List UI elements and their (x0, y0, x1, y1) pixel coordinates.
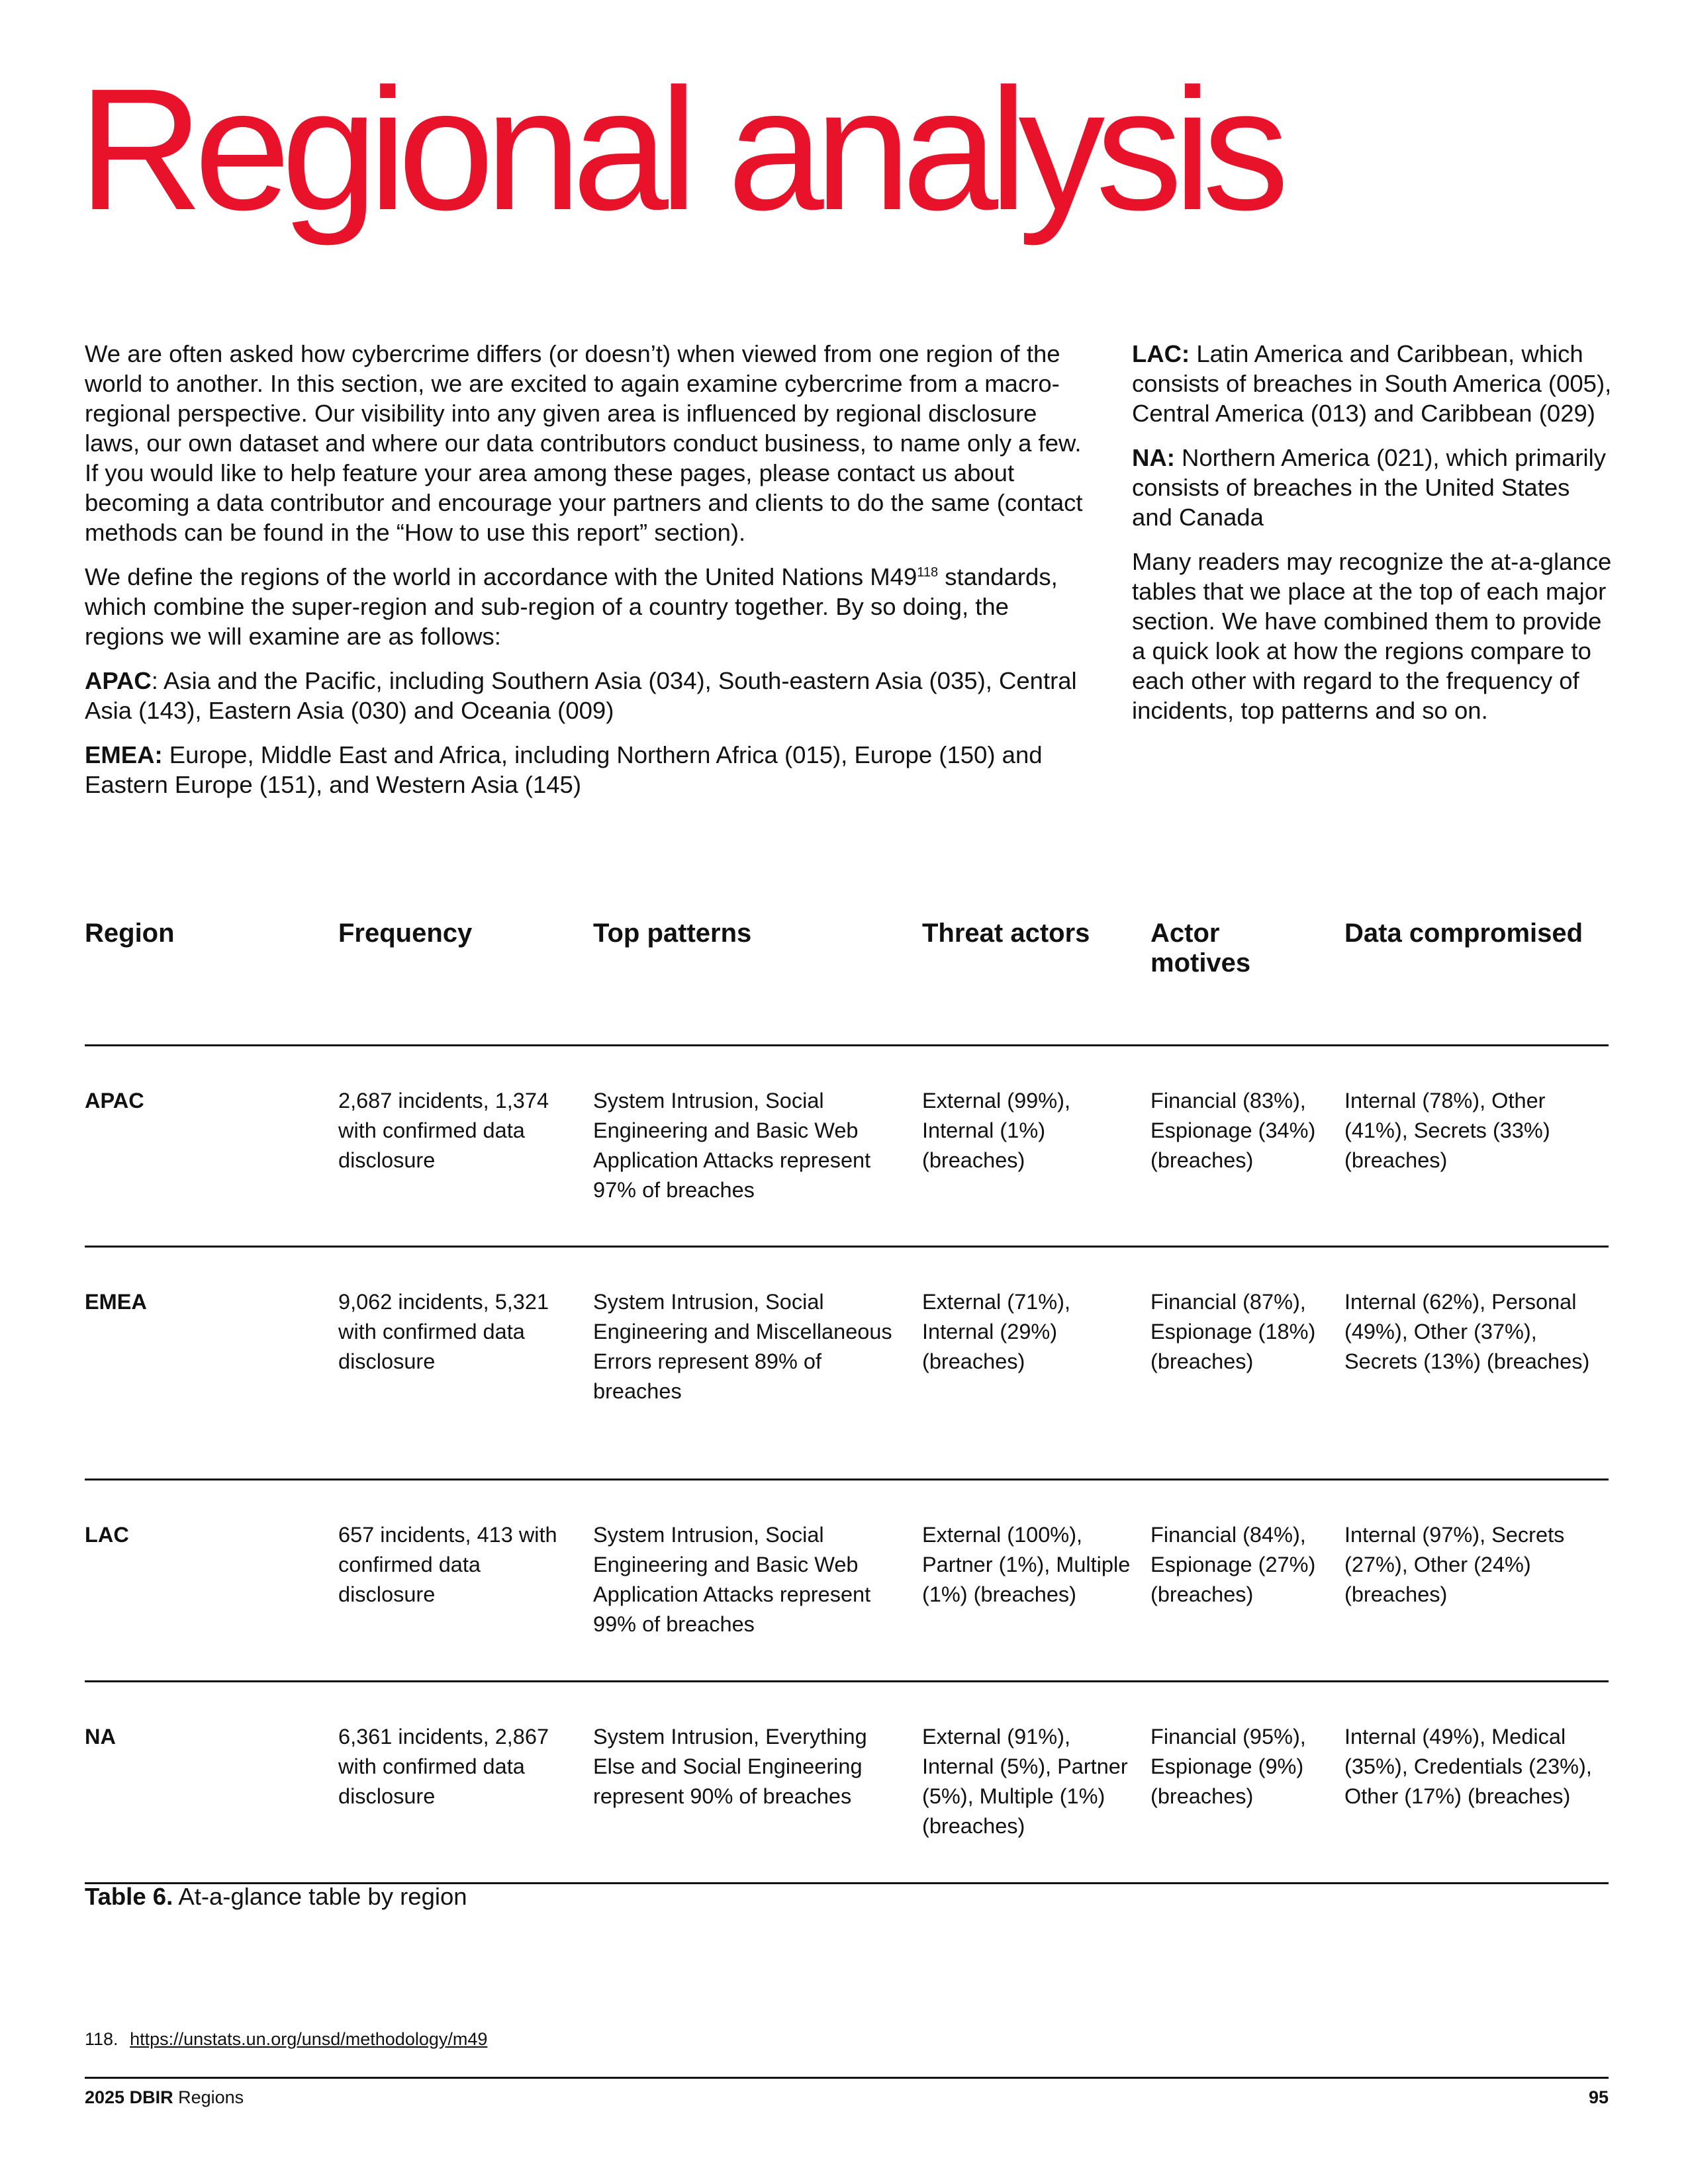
footer-brand: 2025 DBIR (85, 2087, 173, 2107)
table-header (85, 919, 1609, 1046)
cell-frequency: 6,361 incidents, 2,867 with confirmed data disclosure (338, 1725, 549, 1808)
footnote-number: 118. (85, 2029, 118, 2049)
header-data-compromised: Data compromised (1344, 919, 1583, 948)
cell-actor-motives: Financial (95%), Espionage (9%) (breaches) (1150, 1725, 1306, 1808)
cell-frequency: 9,062 incidents, 5,321 with confirmed data disclosure (338, 1290, 549, 1373)
header-threat-actors: Threat actors (922, 919, 1090, 948)
cell-top-patterns: System Intrusion, Social Engineering and Basic Web Application Attacks represent 97% of breaches (593, 1089, 871, 1202)
cell-data-compromised: Internal (49%), Medical (35%), Credentials (23%), Other (17%) (breaches) (1344, 1725, 1592, 1808)
region-text-emea: Europe, Middle East and Africa, including Northern Africa (015), Europe (150) and Eastern Europe (151), and Western Asia (145) (85, 741, 1043, 798)
cell-data-compromised: Internal (62%), Personal (49%), Other (37%), Secrets (13%) (breaches) (1344, 1290, 1590, 1373)
header-region: Region (85, 919, 175, 948)
footer-divider (85, 2077, 1609, 2079)
region-text-na: Northern America (021), which primarily consists of breaches in the United States and Canada (1132, 444, 1606, 531)
footnote (85, 2028, 487, 2050)
cell-region: EMEA (85, 1290, 147, 1314)
cell-region: NA (85, 1725, 116, 1749)
cell-region: LAC (85, 1523, 129, 1547)
intro-right-column (1132, 339, 1615, 740)
region-text-apac: : Asia and the Pacific, including Southern Asia (034), South-eastern Asia (035), Central Asia (143), Eastern Asia (030) and Oceania (009) (85, 667, 1077, 724)
region-term-apac: APAC (85, 667, 152, 694)
table-caption (85, 1882, 467, 1911)
intro-left-column (85, 339, 1091, 814)
cell-region: APAC (85, 1089, 144, 1113)
region-term-lac: LAC: (1132, 340, 1190, 367)
cell-frequency: 2,687 incidents, 1,374 with confirmed data disclosure (338, 1089, 549, 1172)
table-caption-text: At-a-glance table by region (173, 1883, 467, 1910)
cell-top-patterns: System Intrusion, Social Engineering and Miscellaneous Errors represent 89% of breaches (593, 1290, 892, 1403)
table-row (85, 1480, 1609, 1682)
table-caption-label: Table 6. (85, 1883, 173, 1910)
region-def-apac (85, 666, 1091, 725)
intro-paragraph-1: We are often asked how cybercrime differs (or doesn’t) when viewed from one region of the world to another. In this section, we are excited to again examine cybercrime from a macro-regional perspective. Our visibility into any given area is influenced by regional disclosure laws, our own dataset and where our data contributors conduct business, to name only a few. If you would like to help feature your area among these pages, please contact us about becoming a data contributor and encourage your partners and clients to do the same (contact methods can be found in the “How to use this report” section). (85, 340, 1083, 546)
regional-at-a-glance-table (85, 919, 1609, 1884)
header-frequency: Frequency (338, 919, 473, 948)
cell-threat-actors: External (100%), Partner (1%), Multiple (1%) (breaches) (922, 1523, 1131, 1606)
cell-top-patterns: System Intrusion, Social Engineering and Basic Web Application Attacks represent 99% of breaches (593, 1523, 871, 1636)
footnote-link[interactable]: https://unstats.un.org/unsd/methodology/m49 (130, 2029, 488, 2049)
cell-data-compromised: Internal (78%), Other (41%), Secrets (33%) (breaches) (1344, 1089, 1550, 1172)
table-row (85, 1046, 1609, 1248)
intro-p2-rest: standards, which combine the super-region and sub-region of a country together. By so doing, the regions we will examine are as follows: (85, 563, 1058, 650)
cell-data-compromised: Internal (97%), Secrets (27%), Other (24%) (breaches) (1344, 1523, 1565, 1606)
intro-paragraph-2 (85, 562, 1091, 651)
header-actor-motives: Actor motives (1150, 919, 1251, 978)
region-def-na (1132, 443, 1615, 532)
region-def-lac (1132, 339, 1615, 428)
cell-threat-actors: External (91%), Internal (5%), Partner (5%), Multiple (1%) (breaches) (922, 1725, 1128, 1838)
page-title: Regional analysis (78, 52, 1280, 246)
region-def-emea (85, 740, 1091, 799)
cell-threat-actors: External (99%), Internal (1%) (breaches) (922, 1089, 1070, 1172)
table-row (85, 1682, 1609, 1884)
footer-section: Regions (173, 2087, 244, 2107)
cell-top-patterns: System Intrusion, Everything Else and Social Engineering represent 90% of breaches (593, 1725, 867, 1808)
cell-actor-motives: Financial (83%), Espionage (34%) (breaches) (1150, 1089, 1316, 1172)
intro-paragraph-final: Many readers may recognize the at-a-glance tables that we place at the top of each major section. We have combined them to provide a quick look at how the regions compare to each other with regard to the frequency of incidents, top patterns and so on. (1132, 548, 1612, 724)
cell-actor-motives: Financial (84%), Espionage (27%) (breaches) (1150, 1523, 1316, 1606)
cell-threat-actors: External (71%), Internal (29%) (breaches) (922, 1290, 1070, 1373)
footnote-ref-118[interactable]: 118 (917, 565, 939, 580)
region-text-lac: Latin America and Caribbean, which consists of breaches in South America (005), Central America (013) and Caribbean (029) (1132, 340, 1612, 427)
cell-frequency: 657 incidents, 413 with confirmed data disclosure (338, 1523, 557, 1606)
region-term-emea: EMEA: (85, 741, 163, 768)
region-term-na: NA: (1132, 444, 1175, 471)
intro-p2-text: We define the regions of the world in accordance with the United Nations M49 (85, 563, 917, 590)
table-row (85, 1248, 1609, 1480)
cell-actor-motives: Financial (87%), Espionage (18%) (breaches) (1150, 1290, 1316, 1373)
page-number: 95 (1588, 2087, 1609, 2107)
footer-running-title (85, 2086, 244, 2109)
header-top-patterns: Top patterns (593, 919, 752, 948)
